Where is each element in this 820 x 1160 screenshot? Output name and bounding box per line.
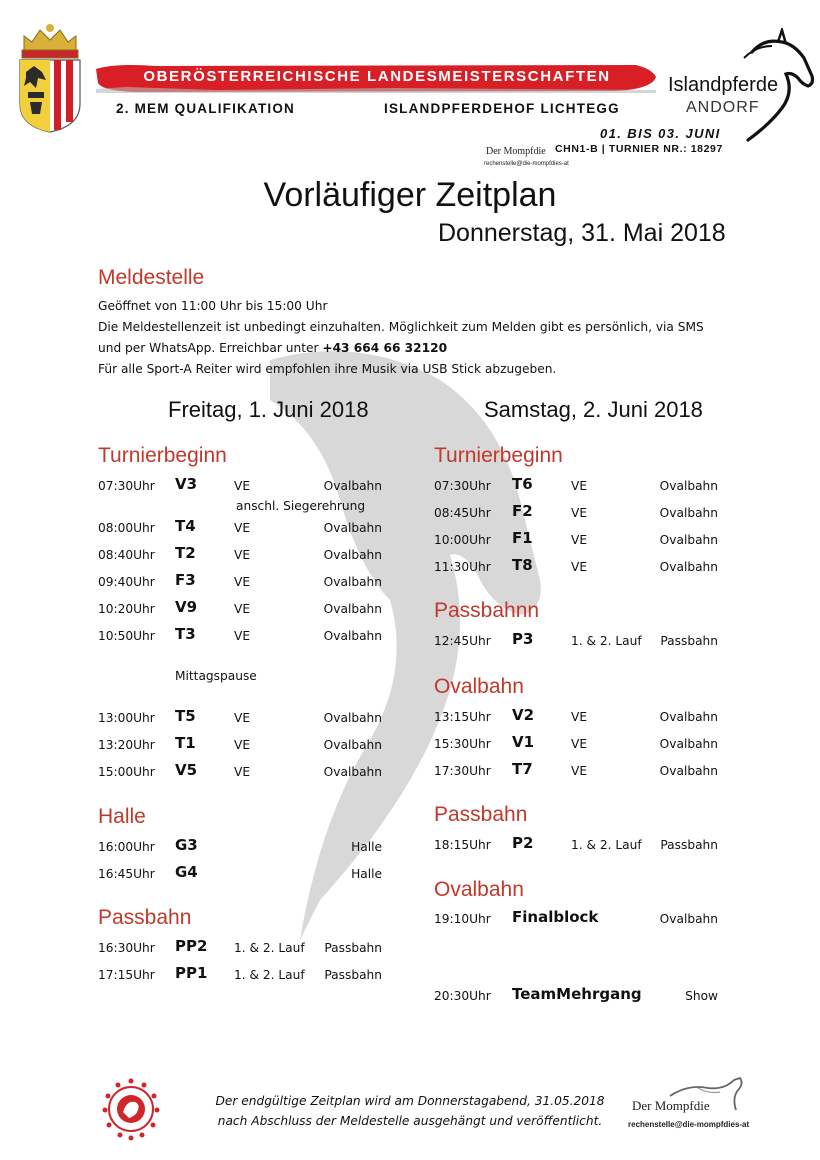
row-venue: Halle xyxy=(351,840,382,854)
row-venue: Ovalbahn xyxy=(323,629,382,643)
row-time: 08:45Uhr xyxy=(434,506,491,520)
row-code: PP1 xyxy=(175,964,208,982)
row-time: 08:00Uhr xyxy=(98,521,155,535)
row-venue: Show xyxy=(685,989,718,1003)
table-row xyxy=(98,761,382,783)
row-code: PP2 xyxy=(175,937,208,955)
row-type: VE xyxy=(571,479,588,493)
row-venue: Ovalbahn xyxy=(323,602,382,616)
meldestelle-hours: Geöffnet von 11:00 Uhr bis 15:00 Uhr xyxy=(98,299,328,313)
table-row xyxy=(434,834,718,856)
row-time: 07:30Uhr xyxy=(434,479,491,493)
row-venue: Ovalbahn xyxy=(659,737,718,751)
row-time: 10:50Uhr xyxy=(98,629,155,643)
row-venue: Ovalbahn xyxy=(323,479,382,493)
row-type: VE xyxy=(234,548,251,562)
row-venue: Passbahn xyxy=(660,634,718,648)
row-time: 18:15Uhr xyxy=(434,838,491,852)
meldestelle-contact-text: und per WhatsApp. Erreichbar unter xyxy=(98,341,323,355)
row-code: Finalblock xyxy=(512,908,599,926)
row-venue: Passbahn xyxy=(324,941,382,955)
row-venue: Ovalbahn xyxy=(659,533,718,547)
row-code: V9 xyxy=(175,598,198,616)
row-time: 13:15Uhr xyxy=(434,710,491,724)
table-row xyxy=(434,985,718,1007)
table-row xyxy=(434,475,718,497)
row-type: VE xyxy=(234,602,251,616)
table-row xyxy=(98,625,382,647)
row-time: 12:45Uhr xyxy=(434,634,491,648)
row-code: T1 xyxy=(175,734,196,752)
table-row xyxy=(98,964,382,986)
footer-line-1: Der endgültige Zeitplan wird am Donnerstagabend, 31.05.2018 xyxy=(215,1094,605,1108)
sponsor-logo-footer xyxy=(628,1076,748,1136)
row-time: 16:30Uhr xyxy=(98,941,155,955)
row-time: 09:40Uhr xyxy=(98,575,155,589)
row-type: VE xyxy=(234,479,251,493)
row-time: 10:20Uhr xyxy=(98,602,155,616)
organizer-location: ANDORF xyxy=(686,99,760,116)
row-type: VE xyxy=(234,711,251,725)
table-row xyxy=(434,706,718,728)
table-row xyxy=(98,734,382,756)
table-row xyxy=(98,863,382,885)
table-row xyxy=(98,937,382,959)
row-venue: Ovalbahn xyxy=(659,764,718,778)
horse-head-logo-icon xyxy=(724,28,816,148)
row-type: 1. & 2. Lauf xyxy=(234,968,305,982)
row-type: VE xyxy=(234,629,251,643)
table-row xyxy=(98,707,382,729)
row-time: 16:00Uhr xyxy=(98,840,155,854)
row-time: 17:15Uhr xyxy=(98,968,155,982)
friday-section-halle: Halle xyxy=(98,805,146,828)
table-row xyxy=(434,502,718,524)
row-code: F2 xyxy=(512,502,533,520)
table-row xyxy=(98,517,382,539)
row-time: 15:00Uhr xyxy=(98,765,155,779)
row-time: 19:10Uhr xyxy=(434,912,491,926)
row-code: V2 xyxy=(512,706,535,724)
row-time: 11:30Uhr xyxy=(434,560,491,574)
sponsor-logo-small xyxy=(484,144,569,174)
table-row xyxy=(434,760,718,782)
row-time: 10:00Uhr xyxy=(434,533,491,547)
row-type: VE xyxy=(234,575,251,589)
row-venue: Ovalbahn xyxy=(323,521,382,535)
row-code: T6 xyxy=(512,475,533,493)
row-code: V3 xyxy=(175,475,198,493)
saturday-section-passbahnn: Passbahnn xyxy=(434,599,540,622)
footer-line-2: nach Abschluss der Meldestelle ausgehängt und veröffentlicht. xyxy=(217,1114,603,1128)
row-code: F1 xyxy=(512,529,533,547)
table-row xyxy=(434,733,718,755)
row-venue: Ovalbahn xyxy=(659,710,718,724)
friday-section-turnierbeginn: Turnierbeginn xyxy=(98,444,227,467)
row-type: VE xyxy=(571,710,588,724)
row-time: 07:30Uhr xyxy=(98,479,155,493)
row-code: P2 xyxy=(512,834,534,852)
row-code: T4 xyxy=(175,517,196,535)
upper-austria-crest-icon xyxy=(14,22,86,134)
row-type: VE xyxy=(234,765,251,779)
row-venue: Ovalbahn xyxy=(323,575,382,589)
note-siegerehrung: anschl. Siegerehrung xyxy=(236,499,366,513)
table-row xyxy=(98,836,382,858)
table-row xyxy=(434,556,718,578)
row-time: 15:30Uhr xyxy=(434,737,491,751)
event-dates: 01. BIS 03. JUNI xyxy=(600,126,721,141)
row-type: VE xyxy=(571,764,588,778)
row-code: T2 xyxy=(175,544,196,562)
saturday-section-ovalbahn: Ovalbahn xyxy=(434,675,524,698)
meldestelle-music-note: Für alle Sport-A Reiter wird empfohlen ihre Musik via USB Stick abzugeben. xyxy=(98,362,557,376)
row-venue: Ovalbahn xyxy=(659,506,718,520)
organizer-name: Islandpferde xyxy=(668,74,779,96)
row-venue: Ovalbahn xyxy=(323,548,382,562)
tournament-info: CHN1-B | TURNIER NR.: 18297 xyxy=(555,143,723,155)
row-time: 13:20Uhr xyxy=(98,738,155,752)
row-venue: Passbahn xyxy=(660,838,718,852)
table-row xyxy=(98,475,382,497)
row-venue: Ovalbahn xyxy=(323,765,382,779)
row-type: VE xyxy=(234,738,251,752)
row-venue: Ovalbahn xyxy=(659,912,718,926)
table-row xyxy=(98,571,382,593)
table-row xyxy=(98,598,382,620)
row-type: VE xyxy=(571,533,588,547)
sponsor-brand: Der Mompfdie xyxy=(486,146,546,157)
row-type: 1. & 2. Lauf xyxy=(234,941,305,955)
meldestelle-heading: Meldestelle xyxy=(98,266,205,289)
qualification-subtitle: 2. MEM QUALIFIKATION xyxy=(116,101,295,116)
sponsor-brand: Der Mompfdie xyxy=(632,1098,710,1113)
saturday-section-passbahn: Passbahn xyxy=(434,803,528,826)
table-row xyxy=(434,630,718,652)
row-time: 20:30Uhr xyxy=(434,989,491,1003)
row-type: VE xyxy=(571,506,588,520)
row-venue: Passbahn xyxy=(324,968,382,982)
row-code: P3 xyxy=(512,630,534,648)
row-code: V1 xyxy=(512,733,535,751)
meldestelle-contact xyxy=(98,341,447,355)
saturday-section-ovalbahn-final: Ovalbahn xyxy=(434,878,524,901)
row-type: VE xyxy=(571,560,588,574)
saturday-heading: Samstag, 2. Juni 2018 xyxy=(484,397,703,422)
date-line: Donnerstag, 31. Mai 2018 xyxy=(438,219,726,247)
row-venue: Halle xyxy=(351,867,382,881)
row-code: T8 xyxy=(512,556,533,574)
oeiv-logo-icon xyxy=(96,1074,166,1144)
note-mittagspause: Mittagspause xyxy=(175,669,257,683)
row-time: 16:45Uhr xyxy=(98,867,155,881)
sponsor-email: rechenstelle@die-mompfdies-at xyxy=(484,161,569,167)
saturday-section-turnierbeginn: Turnierbeginn xyxy=(434,444,563,467)
banner-title: OBERÖSTERREICHISCHE LANDESMEISTERSCHAFTEN xyxy=(143,68,611,85)
phone-number: +43 664 66 32120 xyxy=(322,341,448,355)
row-code: V5 xyxy=(175,761,198,779)
row-type: 1. & 2. Lauf xyxy=(571,634,642,648)
row-code: T5 xyxy=(175,707,196,725)
table-row xyxy=(98,544,382,566)
table-row xyxy=(434,529,718,551)
row-venue: Ovalbahn xyxy=(323,738,382,752)
row-type: VE xyxy=(571,737,588,751)
friday-section-passbahn: Passbahn xyxy=(98,906,192,929)
row-code: G4 xyxy=(175,863,198,881)
page-title: Vorläufiger Zeitplan xyxy=(263,176,557,214)
row-time: 13:00Uhr xyxy=(98,711,155,725)
row-time: 17:30Uhr xyxy=(434,764,491,778)
row-venue: Ovalbahn xyxy=(323,711,382,725)
row-code: T7 xyxy=(512,760,533,778)
row-code: TeamMehrgang xyxy=(512,985,642,1003)
meldestelle-info: Die Meldestellenzeit ist unbedingt einzuhalten. Möglichkeit zum Melden gibt es persönlich, via SMS xyxy=(98,320,704,334)
row-venue: Ovalbahn xyxy=(659,479,718,493)
table-row xyxy=(434,908,718,930)
sponsor-email: rechenstelle@die-mompfdies-at xyxy=(628,1120,750,1129)
row-venue: Ovalbahn xyxy=(659,560,718,574)
row-time: 08:40Uhr xyxy=(98,548,155,562)
row-code: T3 xyxy=(175,625,196,643)
row-code: G3 xyxy=(175,836,198,854)
venue-subtitle: ISLANDPFERDEHOF LICHTEGG xyxy=(384,101,620,116)
friday-heading: Freitag, 1. Juni 2018 xyxy=(168,397,369,422)
row-code: F3 xyxy=(175,571,196,589)
row-type: VE xyxy=(234,521,251,535)
row-type: 1. & 2. Lauf xyxy=(571,838,642,852)
